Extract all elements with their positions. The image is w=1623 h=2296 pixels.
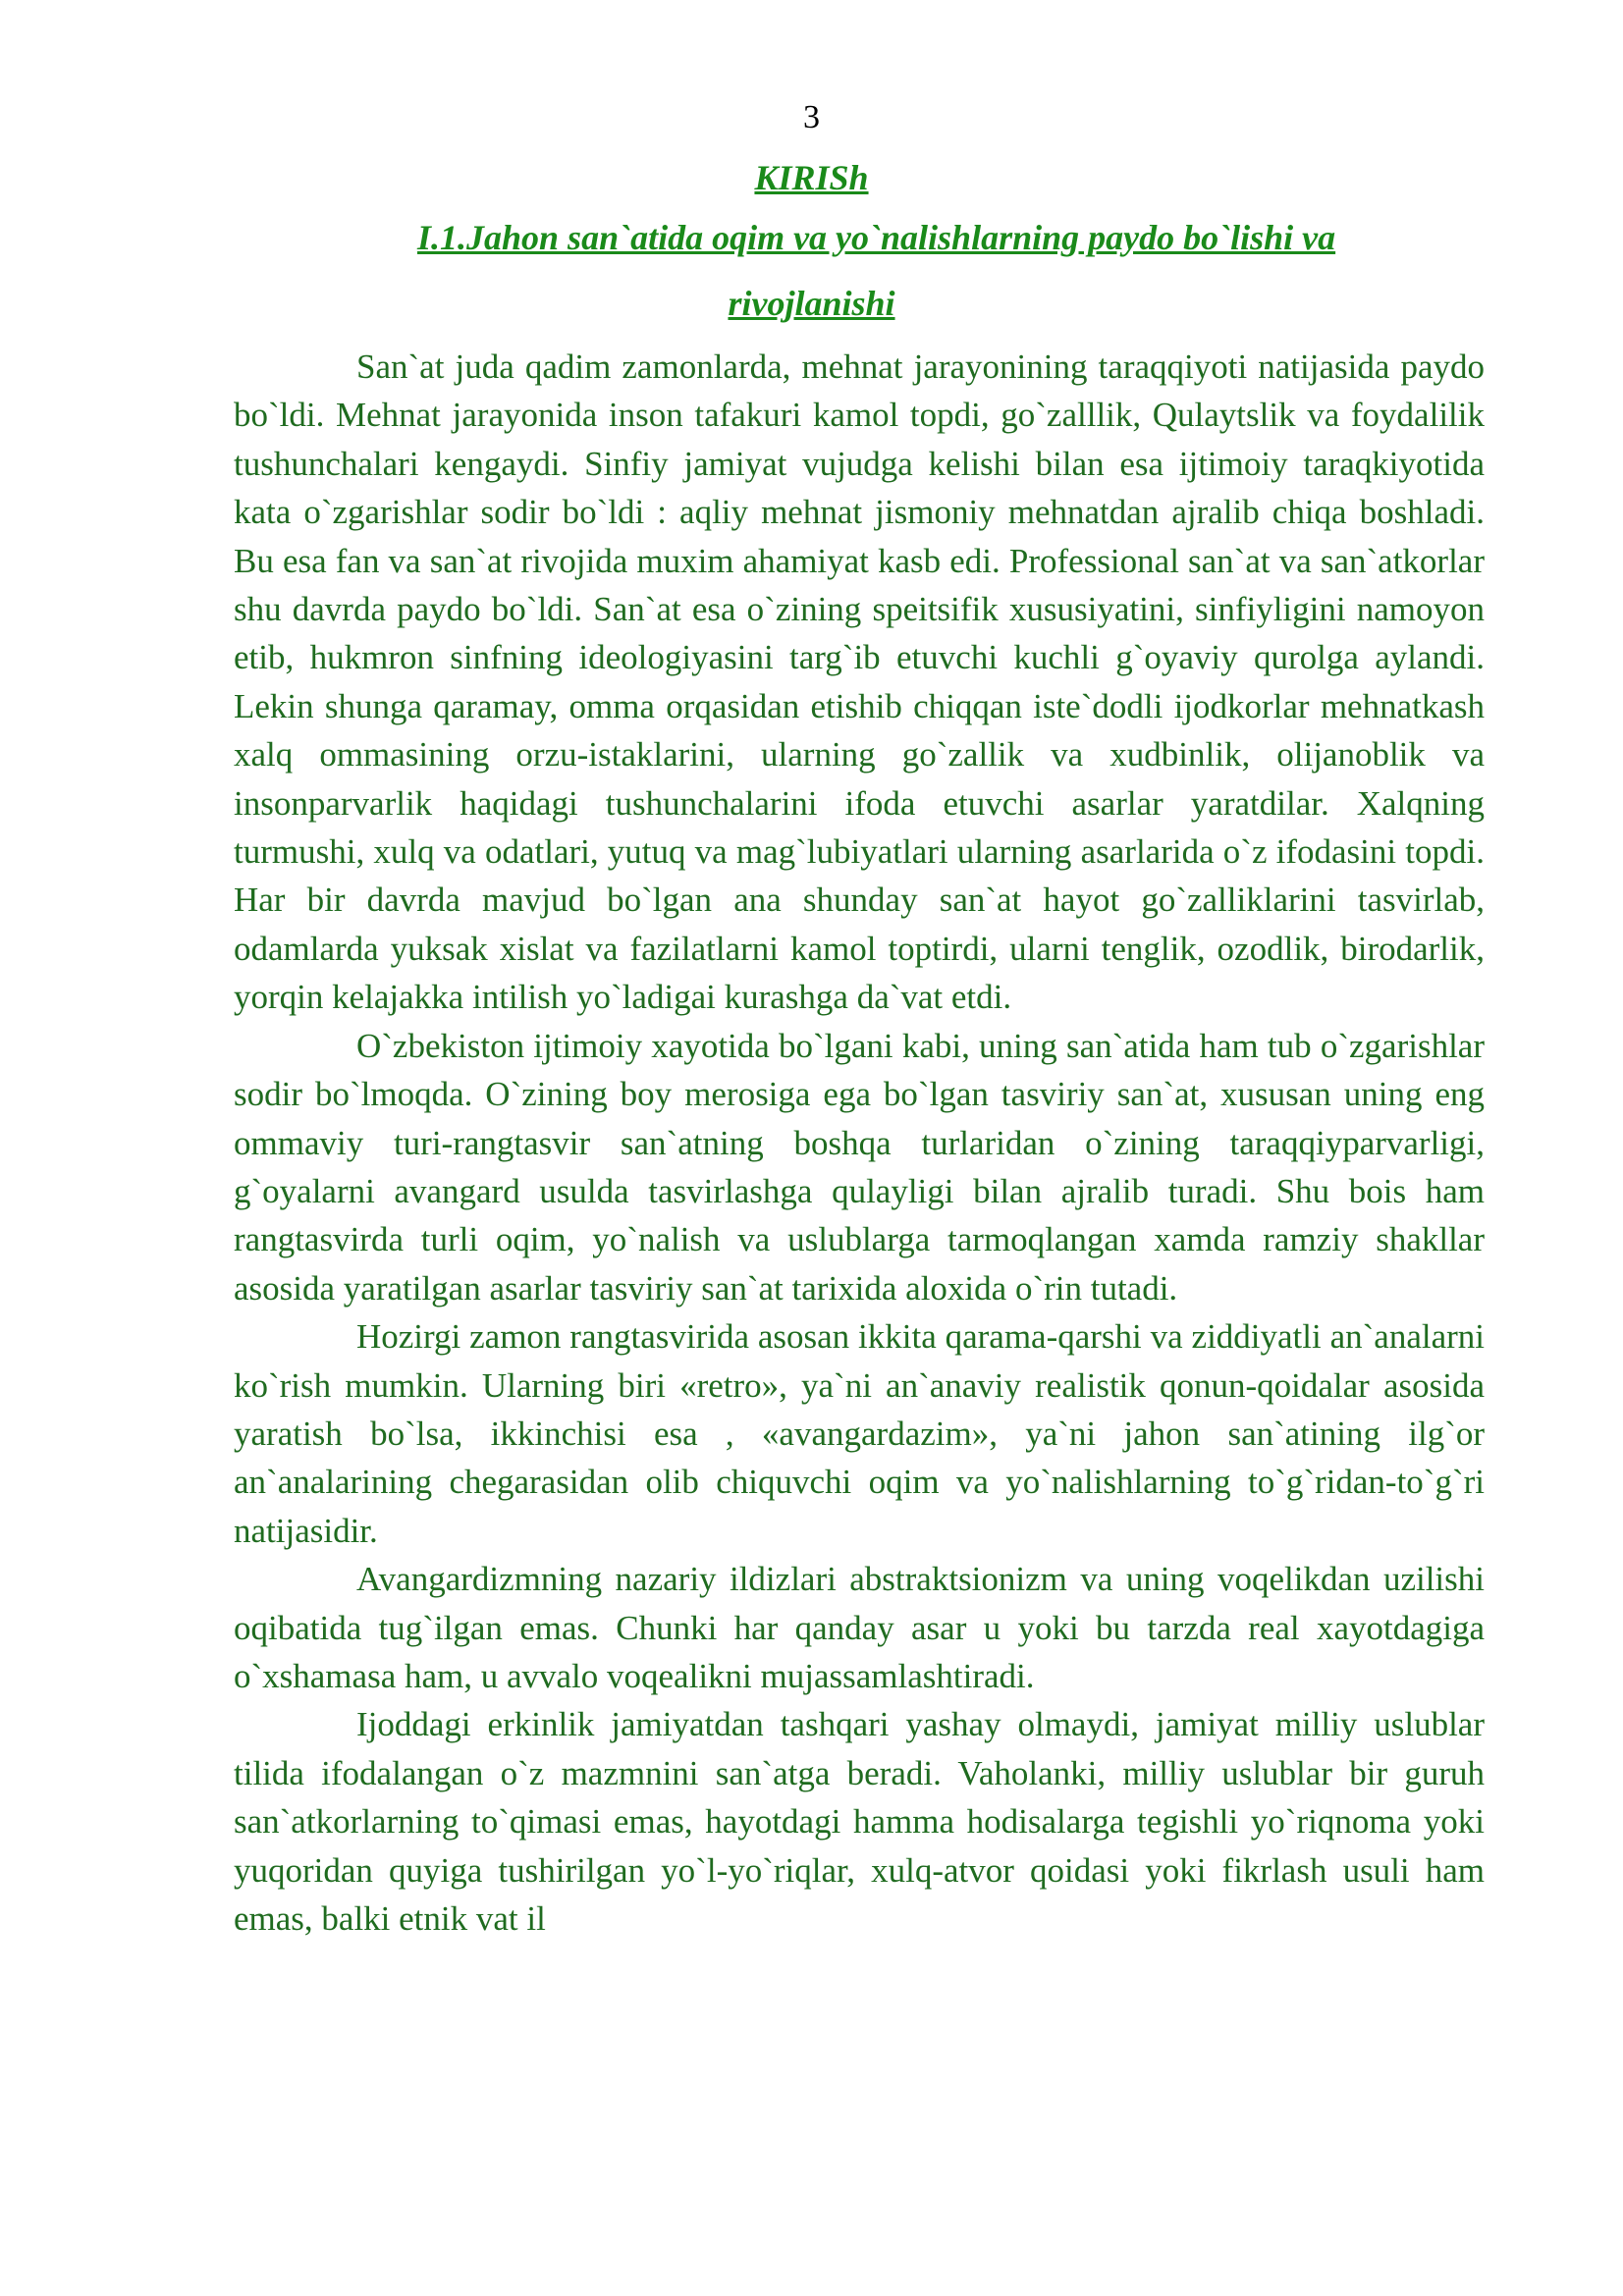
paragraph: Avangardizmning nazariy ildizlari abstraktsionizm va uning voqelikdan uzilishi oqibatida tug`ilgan emas. Chunki har qanday asar u yoki bu tarzda real xayotdagiga o`xshamasa ham, u avvalo voqealikni mujassamlashtiradi. — [234, 1560, 1485, 1695]
chapter-title-line-2: rivojlanishi — [728, 284, 895, 323]
paragraph: O`zbekiston ijtimoiy xayotida bo`lgani kabi, uning san`atida ham tub o`zgarishlar sodir bo`lmoqda. O`zining boy merosiga ega bo`lgan tasviriy san`at, xususan uning eng ommaviy turi-rangtasvir san`atning boshqa turlaridan o`zining taraqqiyparvarligi, g`oyalarni avangard usulda tasvirlashga qulayligi bilan ajralib turadi. Shu bois ham rangtasvirda turli oqim, yo`nalish va uslublarga tarmoqlangan xamda ramziy shakllar asosida yaratilgan asarlar tasviriy san`at tarixida aloxida o`rin tutadi. — [234, 1026, 1485, 1308]
chapter-title-line-1: I.1.Jahon san`atida oqim va yo`nalishlarning paydo bo`lishi va — [417, 218, 1336, 257]
page-number: 3 — [803, 99, 820, 135]
paragraph: San`at juda qadim zamonlarda, mehnat jarayonining taraqqiyoti natijasida paydo bo`ldi. Mehnat jarayonida inson tafakuri kamol topdi, go`zalllik, Qulaytslik va foydalilik tushunchalari kengaydi. Sinfiy jamiyat vujudga kelishi bilan esa ijtimoiy taraqkiyotida kata o`zgarishlar sodir bo`ldi : aqliy mehnat jismoniy mehnatdan ajralib chiqa boshladi. Bu esa fan va san`at rivojida muxim ahamiyat kasb edi. Professional san`at va san`atkorlar shu davrda paydo bo`ldi. San`at esa o`zining speitsifik xususiyatini, sinfiyligini namoyon etib, hukmron sinfning ideologiyasini targ`ib etuvchi kuchli g`oyaviy qurolga aylandi. Lekin shunga qaramay, omma orqasidan etishib chiqqan iste`dodli ijodkorlar mehnatkash xalq ommasining orzu-istaklarini, ularning go`zallik va xudbinlik, olijanoblik va insonparvarlik haqidagi tushunchalarini ifoda etuvchi asarlar yaratdilar. Xalqning turmushi, xulq va odatlari, yutuq va mag`lubiyatlari ularning asarlarida o`z ifodasini topdi. Har bir davrda mavjud bo`lgan ana shunday san`at hayot go`zalliklarini tasvirlab, odamlarda yuksak xislat va fazilatlarni kamol toptirdi, ularni tenglik, ozodlik, birodarlik, yorqin kelajakka intilish yo`ladigai kurashga da`vat etdi. — [234, 347, 1485, 1017]
body-text — [234, 343, 1485, 1943]
section-heading: KIRISh — [754, 158, 869, 197]
paragraph: Hozirgi zamon rangtasvirida asosan ikkita qarama-qarshi va ziddiyatli an`analarni ko`rish mumkin. Ularning biri «retro», ya`ni an`anaviy realistik qonun-qoidalar asosida yaratish bo`lsa, ikkinchisi esa , «avangardazim», ya`ni jahon san`atining ilg`or an`analarining chegarasidan olib chiquvchi oqim va yo`nalishlarning to`g`ridan-to`g`ri natijasidir. — [234, 1317, 1485, 1550]
paragraph: Ijoddagi erkinlik jamiyatdan tashqari yashay olmaydi, jamiyat milliy uslublar tilida ifodalangan o`z mazmnini san`atga beradi. Vaholanki, milliy uslublar bir guruh san`atkorlarning to`qimasi emas, hayotdagi hamma hodisalarga tegishli yo`riqnoma yoki yuqoridan quyiga tushirilgan yo`l-yo`riqlar, xulq-atvor qoidasi yoki fikrlash usuli ham emas, balki etnik vat il — [234, 1705, 1485, 1938]
